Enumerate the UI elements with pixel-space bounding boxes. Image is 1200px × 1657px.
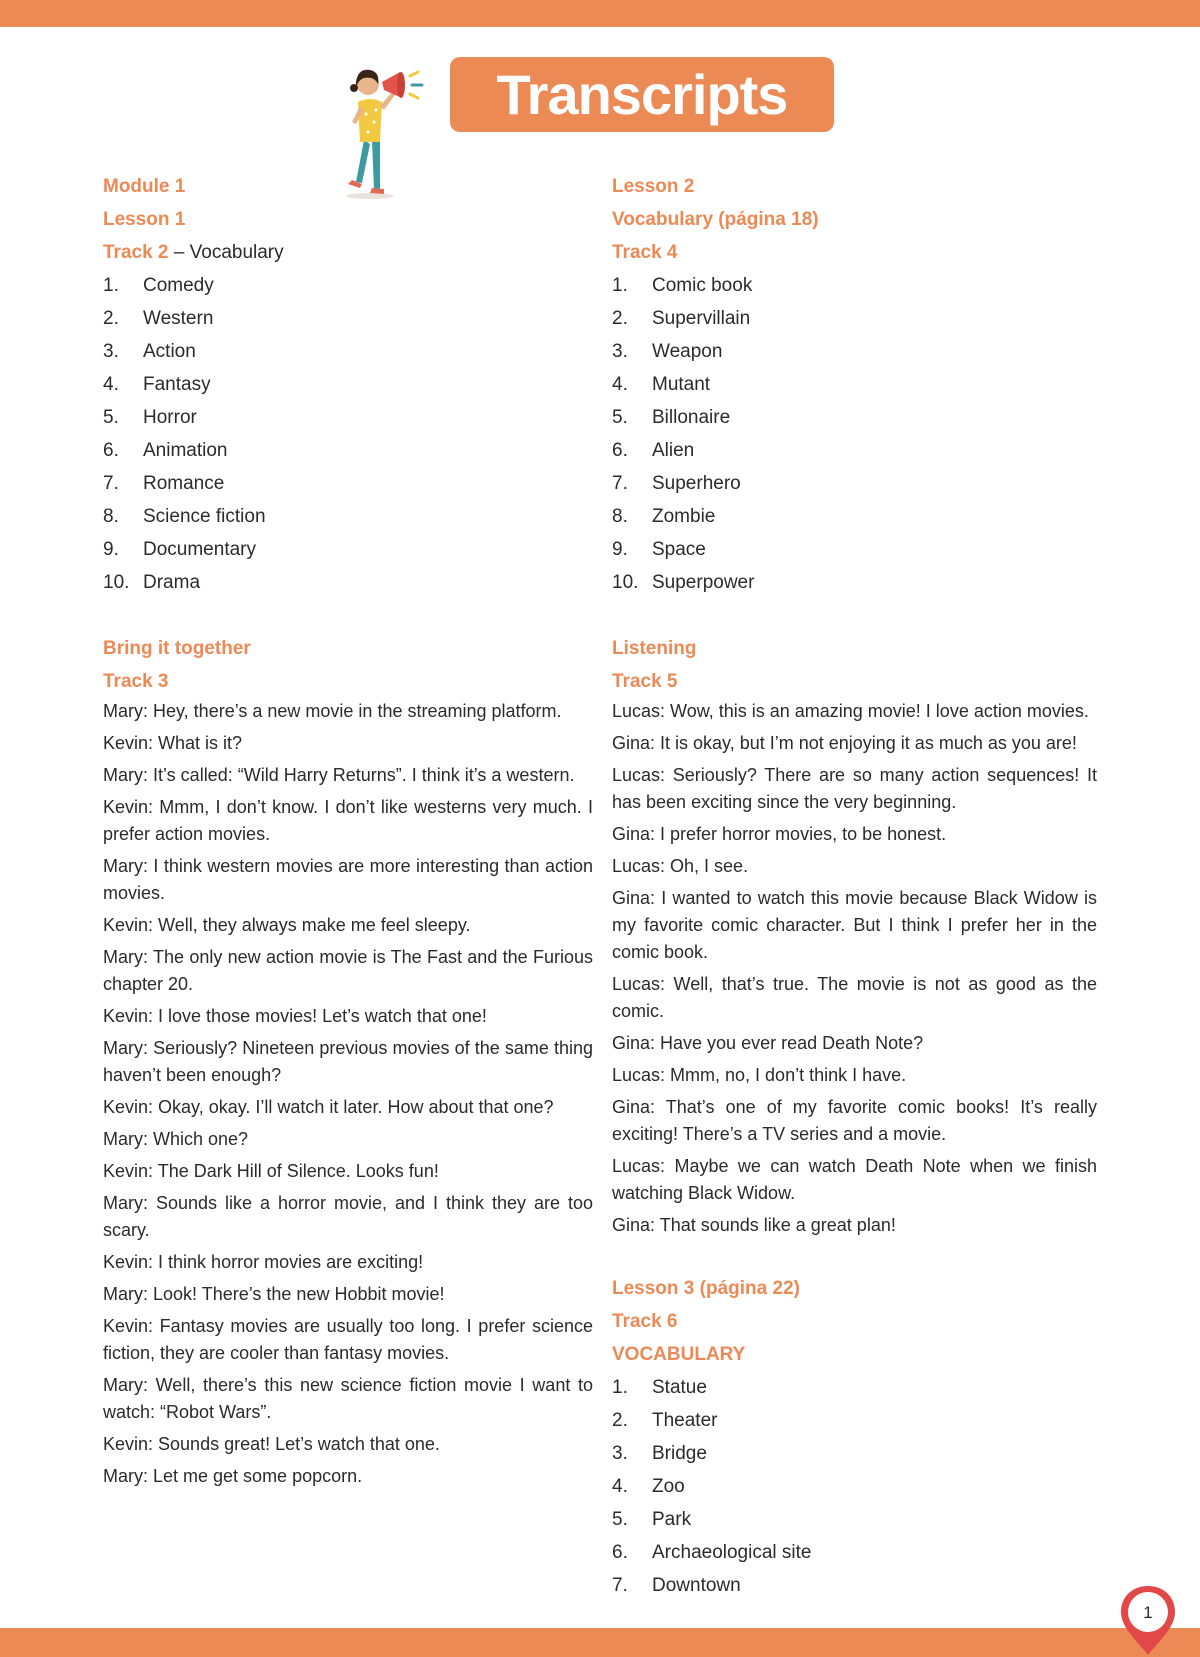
section-heading: Bring it together: [103, 638, 251, 659]
list-item: 5. Horror: [103, 407, 197, 428]
dialogue-line: Kevin: What is it?: [103, 733, 243, 753]
list-item: 8. Science fiction: [103, 506, 266, 527]
list-item: 4. Fantasy: [103, 374, 211, 395]
track-heading: Track 5: [612, 671, 678, 692]
lesson-heading: Lesson 1: [103, 209, 186, 230]
dialogue-line: Kevin: Mmm, I don’t know. I don’t like westerns very much. I prefer action movies.: [103, 797, 593, 844]
dialogue-line: Kevin: Well, they always make me feel sleepy.: [103, 915, 471, 935]
top-band: [0, 0, 1200, 27]
section-heading: Listening: [612, 638, 697, 659]
page-title: Transcripts: [496, 63, 788, 126]
dialogue-line: Mary: I think western movies are more interesting than action movies.: [103, 856, 593, 903]
list-item: 4. Mutant: [612, 374, 711, 395]
dialogue-line: Lucas: Oh, I see.: [612, 856, 749, 876]
list-item: 3. Action: [103, 341, 196, 362]
lesson-heading: Lesson 3 (página 22): [612, 1278, 800, 1299]
dialogue: [103, 698, 593, 1490]
vocabulary-list: [103, 269, 593, 599]
list-item: 10. Drama: [103, 572, 201, 593]
track-heading: [103, 236, 593, 269]
list-item: 4. Zoo: [612, 1476, 685, 1497]
dialogue-line: Kevin: I think horror movies are exciting!: [103, 1252, 424, 1272]
list-item: 6. Alien: [612, 440, 695, 461]
list-item: 2. Western: [103, 308, 214, 329]
dialogue-line: Kevin: Okay, okay. I’ll watch it later. How about that one?: [103, 1097, 554, 1117]
vocabulary-heading: VOCABULARY: [612, 1344, 746, 1365]
page-number: 1: [1143, 1603, 1153, 1622]
bottom-band: [0, 1628, 1200, 1657]
list-item: 1. Comedy: [103, 275, 214, 296]
list-item: 6. Animation: [103, 440, 228, 461]
list-item: 1. Comic book: [612, 275, 753, 296]
dialogue-line: Kevin: Sounds great! Let’s watch that one.: [103, 1434, 440, 1454]
list-item: 7. Romance: [103, 473, 225, 494]
dialogue: [612, 698, 1097, 1239]
list-item: 5. Billonaire: [612, 407, 731, 428]
page-title-banner: [450, 57, 834, 132]
dialogue-line: Gina: I prefer horror movies, to be honest.: [612, 824, 947, 844]
module-heading: Module 1: [103, 176, 186, 197]
dialogue-line: Gina: I wanted to watch this movie because Black Widow is my favorite comic character. But I think I prefer her in the comic book.: [612, 888, 1097, 962]
dialogue-line: Mary: Look! There’s the new Hobbit movie!: [103, 1284, 445, 1304]
dialogue-line: Mary: Sounds like a horror movie, and I think they are too scary.: [103, 1193, 593, 1240]
list-item: 3. Bridge: [612, 1443, 707, 1464]
dialogue-line: Mary: Hey, there’s a new movie in the streaming platform.: [103, 701, 562, 721]
dialogue-line: Mary: Which one?: [103, 1129, 249, 1149]
list-item: 6. Archaeological site: [612, 1542, 812, 1563]
list-item: 9. Space: [612, 539, 706, 560]
list-item: 7. Downtown: [612, 1575, 741, 1596]
dialogue-line: Mary: It’s called: “Wild Harry Returns”. I think it’s a western.: [103, 765, 575, 785]
dialogue-line: Kevin: Fantasy movies are usually too long. I prefer science fiction, they are cooler than fantasy movies.: [103, 1316, 593, 1363]
track-heading: Track 3: [103, 671, 169, 692]
vocabulary-list: [612, 1371, 1097, 1602]
track-heading: Track 4: [612, 242, 678, 263]
dialogue-line: Gina: It is okay, but I’m not enjoying it as much as you are!: [612, 733, 1077, 753]
track-heading: Track 6: [612, 1311, 678, 1332]
dialogue-line: Lucas: Wow, this is an amazing movie! I love action movies.: [612, 701, 1089, 721]
dialogue-line: Lucas: Maybe we can watch Death Note when we finish watching Black Widow.: [612, 1156, 1097, 1203]
track-suffix: – Vocabulary: [168, 242, 284, 263]
list-item: 10. Superpower: [612, 572, 755, 593]
right-column: [612, 170, 1097, 1602]
dialogue-line: Mary: Well, there’s this new science fiction movie I want to watch: “Robot Wars”.: [103, 1375, 593, 1422]
lesson-heading: Lesson 2: [612, 176, 695, 197]
left-column: [103, 170, 593, 1495]
dialogue-line: Lucas: Well, that’s true. The movie is not as good as the comic.: [612, 974, 1097, 1021]
dialogue-line: Gina: That sounds like a great plan!: [612, 1215, 896, 1235]
vocabulary-list: [612, 269, 1097, 599]
page-number-pin-icon: [1118, 1584, 1178, 1657]
dialogue-line: Mary: The only new action movie is The Fast and the Furious chapter 20.: [103, 947, 593, 994]
list-item: 8. Zombie: [612, 506, 716, 527]
dialogue-line: Mary: Let me get some popcorn.: [103, 1466, 363, 1486]
list-item: 2. Theater: [612, 1410, 718, 1431]
list-item: 7. Superhero: [612, 473, 741, 494]
dialogue-line: Kevin: The Dark Hill of Silence. Looks fun!: [103, 1161, 439, 1181]
dialogue-line: Kevin: I love those movies! Let’s watch that one!: [103, 1006, 487, 1026]
list-item: 9. Documentary: [103, 539, 256, 560]
list-item: 1. Statue: [612, 1377, 707, 1398]
dialogue-line: Lucas: Seriously? There are so many action sequences! It has been exciting since the very beginning.: [612, 765, 1097, 812]
list-item: 5. Park: [612, 1509, 692, 1530]
vocabulary-heading: Vocabulary (página 18): [612, 209, 819, 230]
dialogue-line: Gina: Have you ever read Death Note?: [612, 1033, 924, 1053]
dialogue-line: Gina: That’s one of my favorite comic books! It’s really exciting! There’s a TV series and a movie.: [612, 1097, 1097, 1144]
list-item: 2. Supervillain: [612, 308, 751, 329]
list-item: 3. Weapon: [612, 341, 723, 362]
dialogue-line: Lucas: Mmm, no, I don’t think I have.: [612, 1065, 907, 1085]
track-label: Track 2: [103, 242, 169, 263]
dialogue-line: Mary: Seriously? Nineteen previous movies of the same thing haven’t been enough?: [103, 1038, 593, 1085]
